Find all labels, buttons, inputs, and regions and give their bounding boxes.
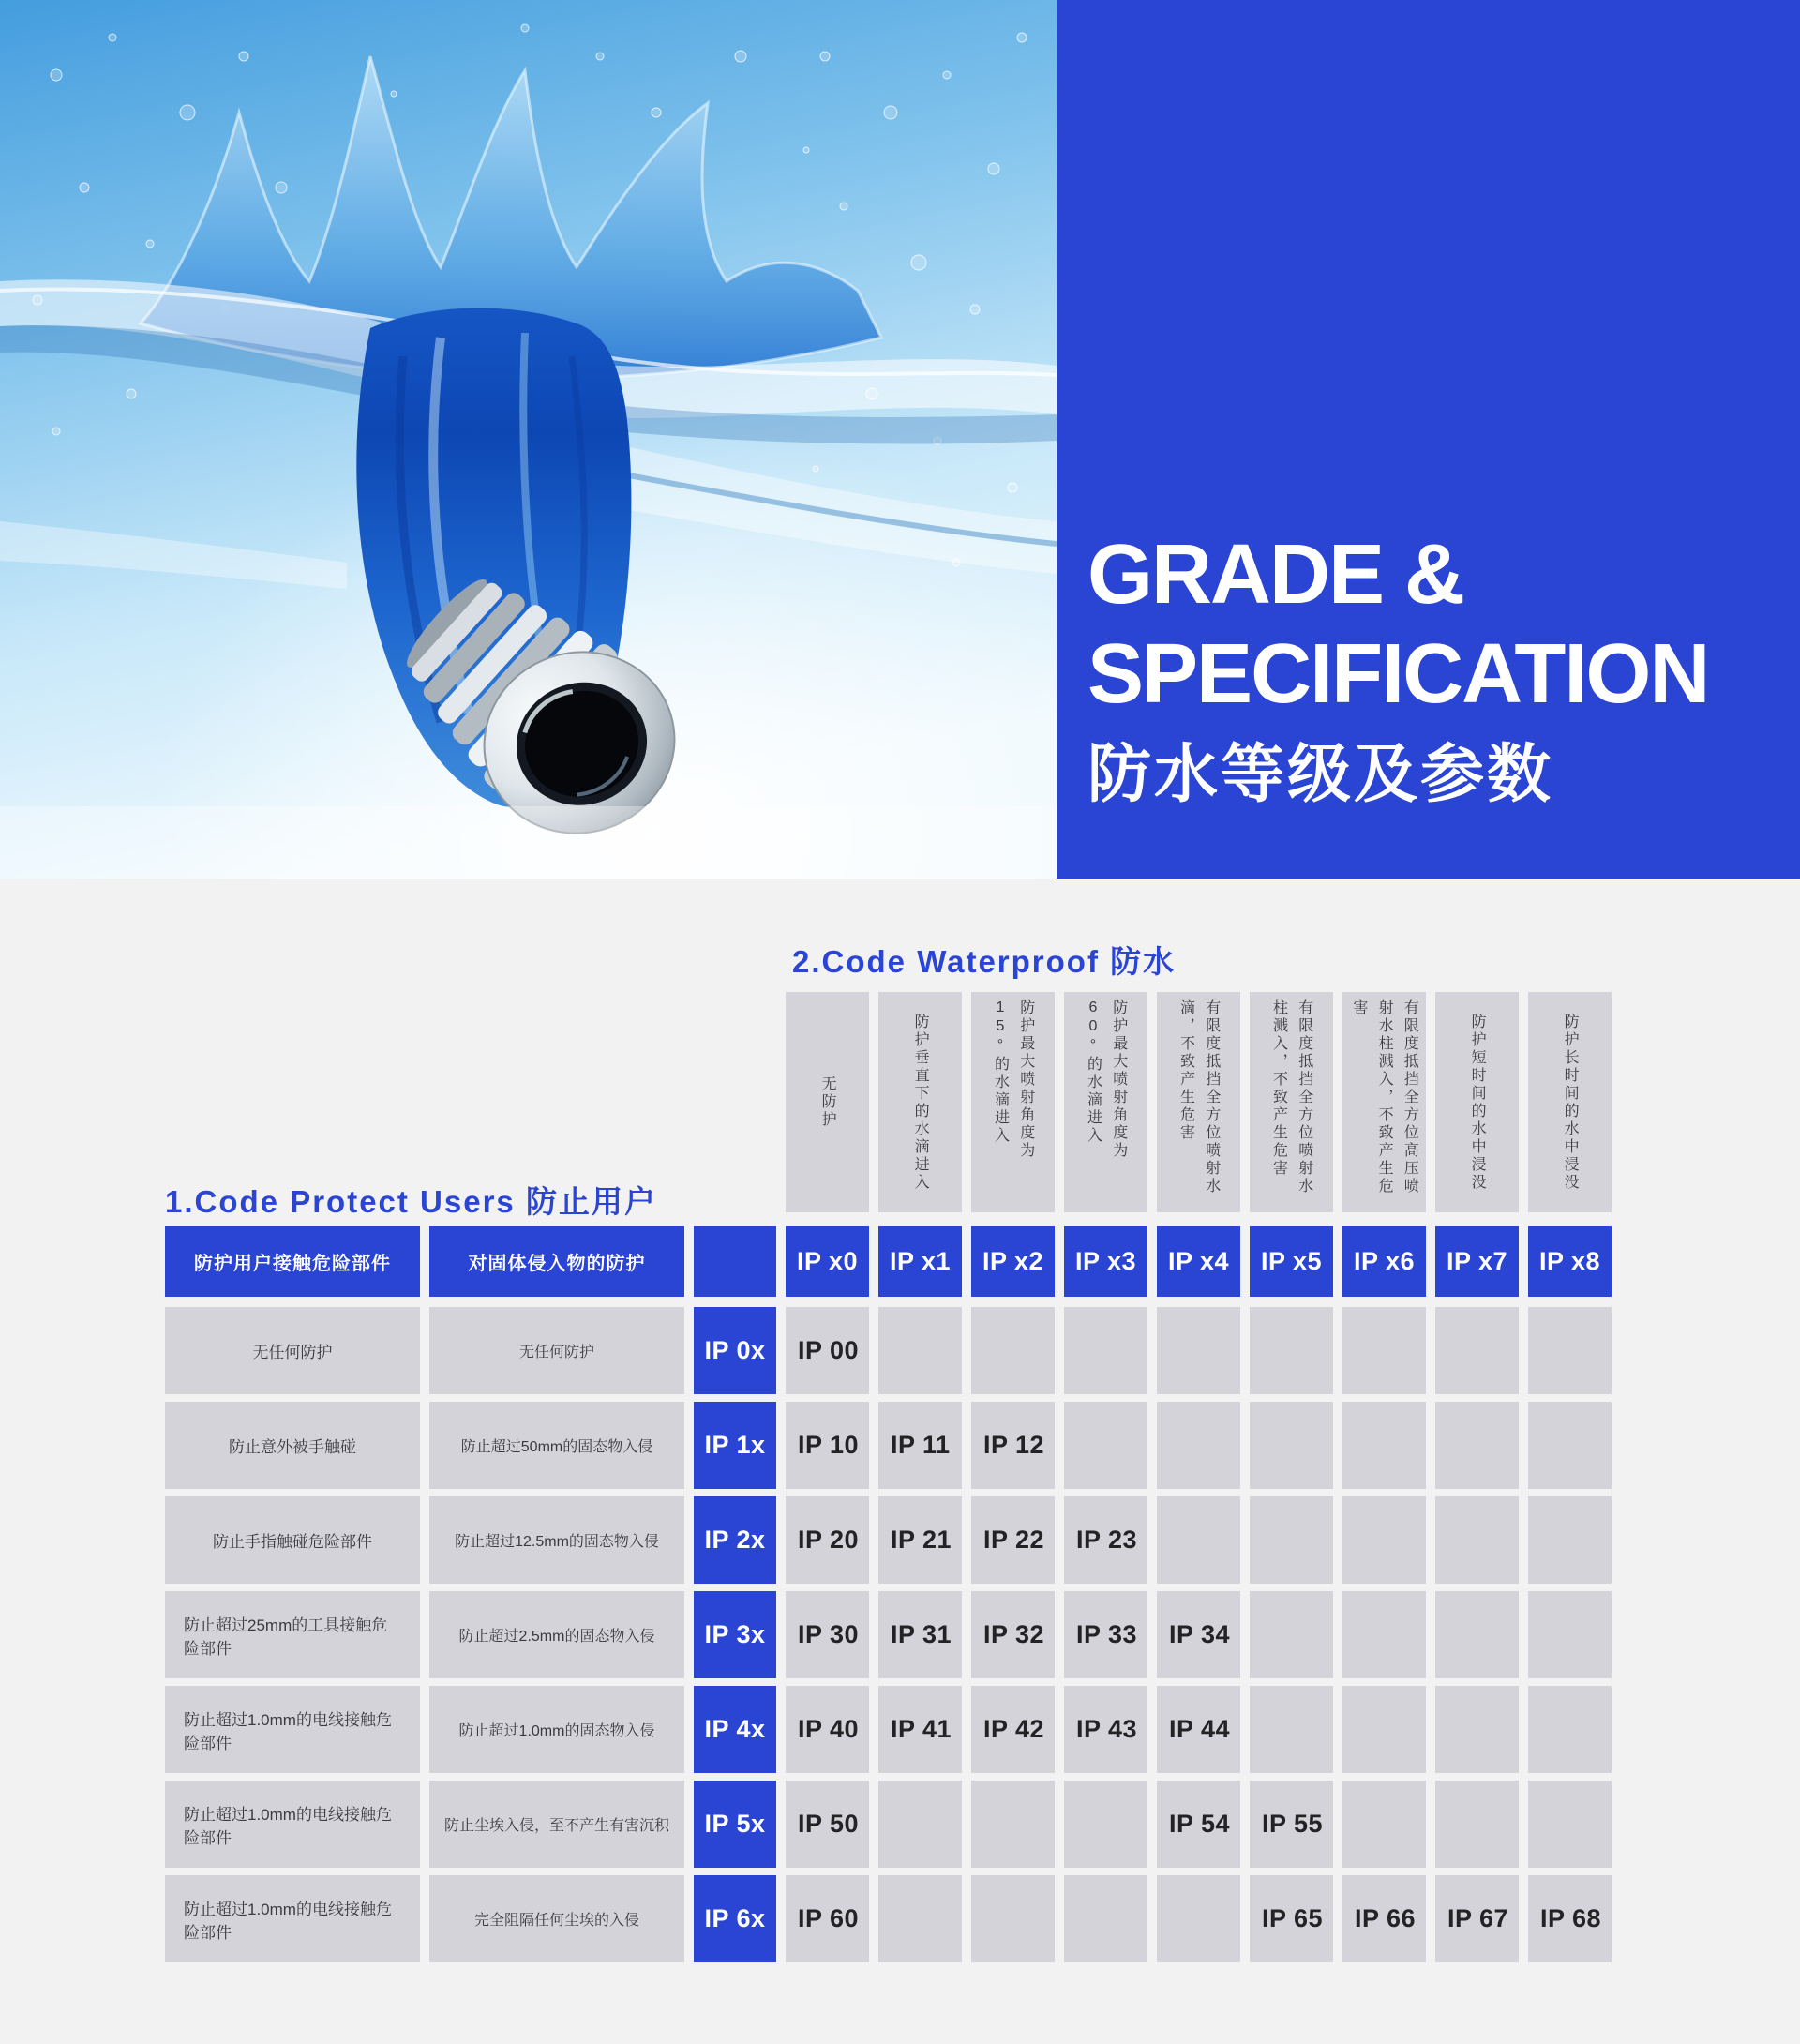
ip-grid-cell-1-5 xyxy=(1250,1402,1333,1489)
ip-grid-cell-3-4: IP 34 xyxy=(1157,1591,1240,1678)
solid-desc-cell: 防止超过50mm的固态物入侵 xyxy=(429,1402,684,1489)
ip-column-header-0: IP x0 xyxy=(786,1226,869,1297)
ip-grid-cell-3-6 xyxy=(1342,1591,1426,1678)
ip-grid-cell-1-0: IP 10 xyxy=(786,1402,869,1489)
ip-row-code-cell: IP 4x xyxy=(694,1686,776,1773)
solid-desc-cell: 防止超过2.5mm的固态物入侵 xyxy=(429,1591,684,1678)
ip-grid-cell-5-4: IP 54 xyxy=(1157,1781,1240,1868)
ip-grid-cell-4-5 xyxy=(1250,1686,1333,1773)
solid-desc-cell: 防止超过1.0mm的固态物入侵 xyxy=(429,1686,684,1773)
waterproof-level-cell-x3: 防护最大喷射角度为60°的水滴进入 xyxy=(1064,992,1148,1212)
ip-grid-cell-0-1 xyxy=(878,1307,962,1394)
ip-grid-cell-1-2: IP 12 xyxy=(971,1402,1055,1489)
title-line-2: SPECIFICATION xyxy=(1088,627,1709,721)
ip-grid-cell-3-8 xyxy=(1528,1591,1612,1678)
ip-grid-cell-2-4 xyxy=(1157,1496,1240,1584)
ip-grid-cell-4-1: IP 41 xyxy=(878,1686,962,1773)
product-photo xyxy=(0,0,1057,879)
ip-grid-cell-4-2: IP 42 xyxy=(971,1686,1055,1773)
ip-grid-cell-1-6 xyxy=(1342,1402,1426,1489)
ip-grid-cell-3-7 xyxy=(1435,1591,1519,1678)
ip-grid-cell-2-6 xyxy=(1342,1496,1426,1584)
ip-grid-cell-5-0: IP 50 xyxy=(786,1781,869,1868)
ip-row-code-cell: IP 6x xyxy=(694,1875,776,1962)
title-line-1: GRADE & xyxy=(1088,528,1464,622)
ip-column-header-8: IP x8 xyxy=(1528,1226,1612,1297)
ip-grid-cell-6-5: IP 65 xyxy=(1250,1875,1333,1962)
ip-grid-cell-3-1: IP 31 xyxy=(878,1591,962,1678)
waterproof-level-cell-x5: 有限度抵挡全方位喷射水柱溅入，不致产生危害 xyxy=(1250,992,1333,1212)
ip-grid-cell-5-1 xyxy=(878,1781,962,1868)
ip-grid-cell-6-4 xyxy=(1157,1875,1240,1962)
ip-grid-cell-4-6 xyxy=(1342,1686,1426,1773)
ip-grid-cell-2-0: IP 20 xyxy=(786,1496,869,1584)
protect-desc-cell: 防止超过25mm的工具接触危险部件 xyxy=(165,1591,420,1678)
title-line-3: 防水等级及参数 xyxy=(1088,739,1554,810)
ip-grid-cell-4-0: IP 40 xyxy=(786,1686,869,1773)
ip-grid-cell-0-8 xyxy=(1528,1307,1612,1394)
solid-desc-cell: 无任何防护 xyxy=(429,1307,684,1394)
ip-grid-cell-3-0: IP 30 xyxy=(786,1591,869,1678)
protect-desc-cell: 无任何防护 xyxy=(165,1307,420,1394)
ip-grid-cell-6-2 xyxy=(971,1875,1055,1962)
ip-grid-cell-0-0: IP 00 xyxy=(786,1307,869,1394)
waterproof-level-cell-x4: 有限度抵挡全方位喷射水滴，不致产生危害 xyxy=(1157,992,1240,1212)
solid-protection-header-cell: 对固体侵入物的防护 xyxy=(429,1226,684,1297)
ip-grid-cell-2-1: IP 21 xyxy=(878,1496,962,1584)
waterproof-level-cell-x6: 有限度抵挡全方位高压喷射水柱溅入，不致产生危害 xyxy=(1342,992,1426,1212)
protect-desc-cell: 防止超过1.0mm的电线接触危险部件 xyxy=(165,1781,420,1868)
solid-desc-cell: 完全阻隔任何尘埃的入侵 xyxy=(429,1875,684,1962)
ip-grid-cell-5-6 xyxy=(1342,1781,1426,1868)
ip-row-code-cell: IP 2x xyxy=(694,1496,776,1584)
ip-grid-cell-5-8 xyxy=(1528,1781,1612,1868)
ip-grid-cell-4-3: IP 43 xyxy=(1064,1686,1148,1773)
ip-grid-cell-0-5 xyxy=(1250,1307,1333,1394)
ip-grid-cell-2-3: IP 23 xyxy=(1064,1496,1148,1584)
ip-column-header-7: IP x7 xyxy=(1435,1226,1519,1297)
page-title xyxy=(1088,525,1708,818)
ip-grid-cell-3-5 xyxy=(1250,1591,1333,1678)
blank-header-cell xyxy=(694,1226,776,1297)
ip-row-code-cell: IP 5x xyxy=(694,1781,776,1868)
table-header-row xyxy=(165,1226,1612,1297)
ip-grid-cell-5-2 xyxy=(971,1781,1055,1868)
protect-desc-cell: 防止超过1.0mm的电线接触危险部件 xyxy=(165,1686,420,1773)
ip-grid-cell-6-8: IP 68 xyxy=(1528,1875,1612,1962)
ip-grid-cell-0-2 xyxy=(971,1307,1055,1394)
waterproof-level-cell-x8: 防护长时间的水中浸没 xyxy=(1528,992,1612,1212)
ip-row-code-cell: IP 0x xyxy=(694,1307,776,1394)
ip-grid-cell-2-7 xyxy=(1435,1496,1519,1584)
ip-grid-cell-6-1 xyxy=(878,1875,962,1962)
waterproof-level-row xyxy=(165,992,1612,1212)
waterproof-section-heading: 2.Code Waterproof 防水 xyxy=(792,944,1177,979)
ip-column-header-1: IP x1 xyxy=(878,1226,962,1297)
ip-grid-cell-5-5: IP 55 xyxy=(1250,1781,1333,1868)
water-splash-illustration xyxy=(0,0,1057,879)
ip-row-code-cell: IP 3x xyxy=(694,1591,776,1678)
spacer xyxy=(694,992,776,1212)
ip-grid-cell-6-7: IP 67 xyxy=(1435,1875,1519,1962)
ip-grid-cell-6-3 xyxy=(1064,1875,1148,1962)
spacer xyxy=(429,992,684,1212)
spacer xyxy=(165,992,420,1212)
protect-users-section-heading: 1.Code Protect Users 防止用户 xyxy=(165,1184,657,1219)
ip-row-code-cell: IP 1x xyxy=(694,1402,776,1489)
ip-column-header-4: IP x4 xyxy=(1157,1226,1240,1297)
ip-grid-cell-6-0: IP 60 xyxy=(786,1875,869,1962)
protect-desc-cell: 防止手指触碰危险部件 xyxy=(165,1496,420,1584)
ip-grid-cell-0-6 xyxy=(1342,1307,1426,1394)
table-body xyxy=(165,1307,1612,1962)
ip-column-header-3: IP x3 xyxy=(1064,1226,1148,1297)
ip-grid-cell-4-8 xyxy=(1528,1686,1612,1773)
ip-grid-cell-3-2: IP 32 xyxy=(971,1591,1055,1678)
ip-grid-cell-6-6: IP 66 xyxy=(1342,1875,1426,1962)
ip-column-header-5: IP x5 xyxy=(1250,1226,1333,1297)
waterproof-level-cell-x1: 防护垂直下的水滴进入 xyxy=(878,992,962,1212)
ip-grid-cell-5-7 xyxy=(1435,1781,1519,1868)
ip-grid-cell-2-5 xyxy=(1250,1496,1333,1584)
ip-grid-cell-1-7 xyxy=(1435,1402,1519,1489)
ip-column-header-2: IP x2 xyxy=(971,1226,1055,1297)
solid-desc-cell: 防止尘埃入侵，至不产生有害沉积 xyxy=(429,1781,684,1868)
ip-grid-cell-5-3 xyxy=(1064,1781,1148,1868)
ip-grid-cell-1-8 xyxy=(1528,1402,1612,1489)
ip-grid-cell-2-2: IP 22 xyxy=(971,1496,1055,1584)
ip-grid-cell-4-7 xyxy=(1435,1686,1519,1773)
ip-grid-cell-2-8 xyxy=(1528,1496,1612,1584)
protect-users-header-cell: 防护用户接触危险部件 xyxy=(165,1226,420,1297)
ip-grid-cell-0-7 xyxy=(1435,1307,1519,1394)
protect-desc-cell: 防止超过1.0mm的电线接触危险部件 xyxy=(165,1875,420,1962)
ip-grid-cell-1-1: IP 11 xyxy=(878,1402,962,1489)
ip-grid-cell-4-4: IP 44 xyxy=(1157,1686,1240,1773)
ip-grid-cell-3-3: IP 33 xyxy=(1064,1591,1148,1678)
solid-desc-cell: 防止超过12.5mm的固态物入侵 xyxy=(429,1496,684,1584)
ip-grid-cell-0-3 xyxy=(1064,1307,1148,1394)
waterproof-level-cell-x2: 防护最大喷射角度为15°的水滴进入 xyxy=(971,992,1055,1212)
protect-desc-cell: 防止意外被手触碰 xyxy=(165,1402,420,1489)
ip-grid-cell-0-4 xyxy=(1157,1307,1240,1394)
waterproof-level-cell-x7: 防护短时间的水中浸没 xyxy=(1435,992,1519,1212)
hero-banner xyxy=(0,0,1800,879)
title-panel xyxy=(1057,0,1800,879)
ip-grid-cell-1-3 xyxy=(1064,1402,1148,1489)
waterproof-level-cell-x0: 无防护 xyxy=(786,992,869,1212)
ip-grid-cell-1-4 xyxy=(1157,1402,1240,1489)
ip-column-header-6: IP x6 xyxy=(1342,1226,1426,1297)
